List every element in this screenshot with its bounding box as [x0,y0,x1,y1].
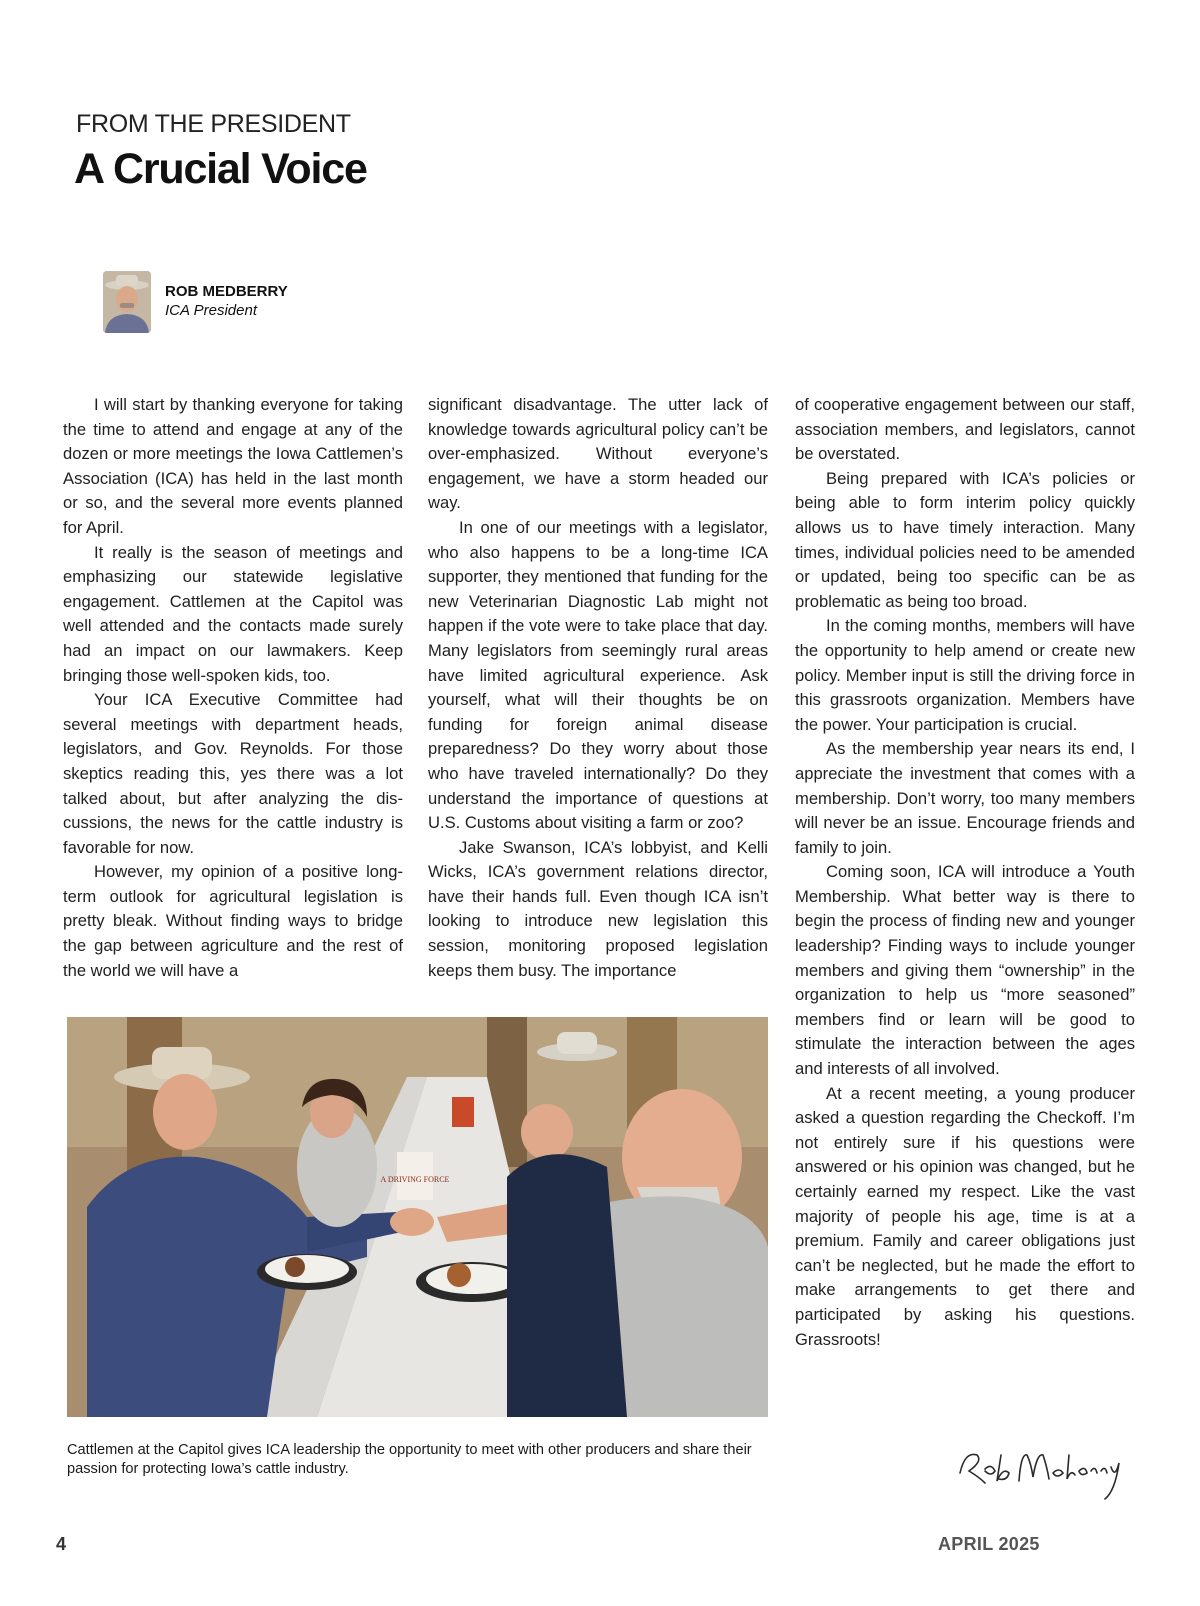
article-paragraph: I will start by thanking everyone for taking the time to attend and engage at any of the dozen or more meetings the Iowa Cattlemen’s Association (ICA) has held in the last month or so, and the several more events planned for April. [63,395,403,537]
article-paragraph: of cooperative engagement between our staff, association members, and legislators, cannot be overstated. [795,395,1135,464]
author-avatar [103,271,151,333]
photo-caption: Cattlemen at the Capitol gives ICA leadership the opportunity to meet with other producers and share their passion for protecting Iowa’s cattle industry. [67,1442,752,1477]
article-paragraph: significant disadvantage. The utter lack of knowledge towards agricultural policy can’t be over-emphasized. Without everyone’s engagement, we have a storm headed our way. [428,395,768,513]
article-paragraph: However, my opinion of a positive long-term outlook for agricultural legislation is pretty bleak. Without finding ways to bridge the gap between agriculture and the rest of the world we will have a [63,862,403,980]
author-title: ICA President [165,302,257,319]
article-paragraph: Coming soon, ICA will introduce a Youth Membership. What better way is there to begin the process of finding new and younger leadership? Finding ways to include younger members and giving them “ownership” in the organization to help us “more seasoned” members find or learn will be good to stimulate the interaction between the ages and interests of all involved. [795,862,1135,1079]
article-column-1 [63,393,403,983]
author-name: ROB MEDBERRY [165,283,288,300]
page-title: A Crucial Voice [74,145,367,193]
article-paragraph: At a recent meeting, a young producer asked a question regarding the Checkoff. I’m not entirely sure if his questions were answered or his opinion was changed, but he certainly earned my respect. Like the vast majority of people his age, time is at a premium. Family and career obligations just can’t be neglected, but he made the effort to make arrangements to get there and participated by asking his questions. Grassroots! [795,1083,1135,1349]
issue-date: APRIL 2025 [938,1534,1040,1554]
article-column-2 [428,393,768,983]
event-photo [67,1017,768,1417]
article-paragraph: Being prepared with ICA’s policies or being able to form interim policy quickly allows us to have timely interaction. Many times, individual policies need to be amended or updated, being too specific can be as problematic as being too broad. [795,468,1135,611]
signature-image [955,1433,1125,1503]
article-column-3 [795,393,1135,1352]
article-paragraph: In one of our meetings with a legislator, who also happens to be a long-time ICA supporter, they mentioned that funding for the new Veterinarian Diagnostic Lab might not happen if the vote were to take place that day. Many legislators from seemingly rural areas have limited agricultural experience. Ask yourself, what will their thoughts be on funding for foreign animal disease preparedness? Do they worry about those who have traveled internationally? Do they understand the importance of questions at U.S. Customs about visiting a farm or zoo? [428,517,768,833]
article-paragraph: It really is the season of meetings and emphasizing our statewide legislative engagement. Cattlemen at the Capitol was well attended and the contacts made surely had an impact on our lawmakers. Keep bringing those well-spoken kids, too. [63,542,403,685]
article-paragraph: Your ICA Executive Committee had several meetings with department heads, legislators, and Gov. Reynolds. For those skeptics reading this, yes there was a lot talked about, but after analyzing the discussions, the news for the cattle industry is favorable for now. [63,690,403,857]
article-paragraph: In the coming months, members will have the opportunity to help amend or create new policy. Member input is still the driving force in this grassroots organization. Members have the power. Your participation is crucial. [795,616,1135,734]
page-number: 4 [56,1534,67,1554]
table-tent-text: A DRIVING FORCE [380,1175,450,1184]
section-label: FROM THE PRESIDENT [76,110,351,138]
article-paragraph: Jake Swanson, ICA’s lobbyist, and Kelli Wicks, ICA’s government relations director, have their hands full. Even though ICA isn’t looking to introduce new legislation this session, monitoring proposed legislation keeps them busy. The importance [428,837,768,980]
article-paragraph: As the membership year nears its end, I appreciate the investment that comes with a membership. Don’t worry, too many members will never be an issue. Encourage friends and family to join. [795,739,1135,857]
author-byline [103,271,288,333]
